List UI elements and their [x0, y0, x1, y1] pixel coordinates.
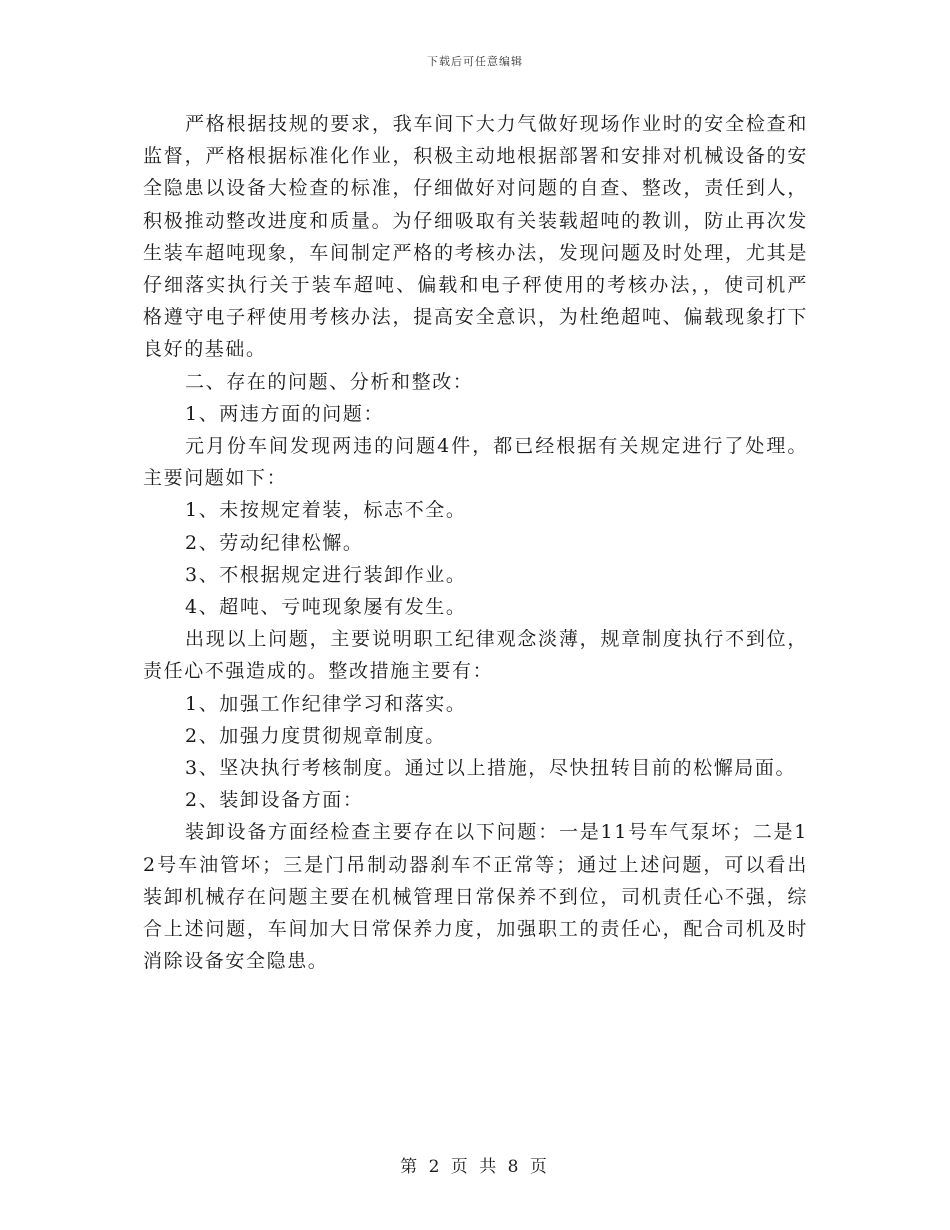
list-item-measure-2: 2、加强力度贯彻规章制度。 — [185, 724, 446, 747]
list-item-measure-1: 1、加强工作纪律学习和落实。 — [185, 692, 467, 715]
subsection-heading-violations: 1、两违方面的问题： — [185, 402, 385, 425]
paragraph-cause-analysis: 出现以上问题，主要说明职工纪律观念淡薄，规章制度执行不到位，责任心不强造成的。整改措施主要有： — [143, 628, 808, 683]
section-heading-problems: 二、存在的问题、分析和整改： — [185, 370, 474, 393]
paragraph-violations-summary: 元月份车间发现两违的问题4件，都已经根据有关规定进行了处理。主要问题如下： — [143, 435, 808, 490]
paragraph-safety-inspection: 严格根据技规的要求，我车间下大力气做好现场作业时的安全检查和监督，严格根据标准化作业，积极主动地根据部署和安排对机械设备的安全隐患以设备大检查的标准，仔细做好对问题的自查、整改，责任到人，积极推动整改进度和质量。为仔细吸取有关装载超吨的教训，防止再次发生装车超吨现象，车间制定严格的考核办法，发现问题及时处理，尤其是仔细落实执行关于装车超吨、偏载和电子秤使用的考核办法，，使司机严格遵守电子秤使用考核办法，提高安全意识，为杜绝超吨、偏载现象打下良好的基础。 — [143, 113, 808, 361]
page-number-footer: 第 2 页 共 8 页 — [400, 1157, 550, 1177]
page-header: 下载后可任意编辑 — [427, 55, 523, 68]
list-item-violation-4: 4、超吨、亏吨现象屡有发生。 — [185, 596, 467, 619]
document-body — [143, 108, 808, 977]
list-item-violation-3: 3、不根据规定进行装卸作业。 — [185, 563, 467, 586]
paragraph-equipment-issues: 装卸设备方面经检查主要存在以下问题：一是11号车气泵坏；二是12号车油管坏；三是门吊制动器刹车不正常等；通过上述问题，可以看出装卸机械存在问题主要在机械管理日常保养不到位，司机责任心不强，综合上述问题，车间加大日常保养力度，加强职工的责任心，配合司机及时消除设备安全隐患。 — [143, 821, 808, 973]
subsection-heading-equipment: 2、装卸设备方面： — [185, 789, 364, 812]
list-item-measure-3: 3、坚决执行考核制度。通过以上措施，尽快扭转目前的松懈局面。 — [185, 757, 797, 780]
list-item-violation-1: 1、未按规定着装，标志不全。 — [185, 499, 467, 522]
list-item-violation-2: 2、劳动纪律松懈。 — [185, 531, 364, 554]
